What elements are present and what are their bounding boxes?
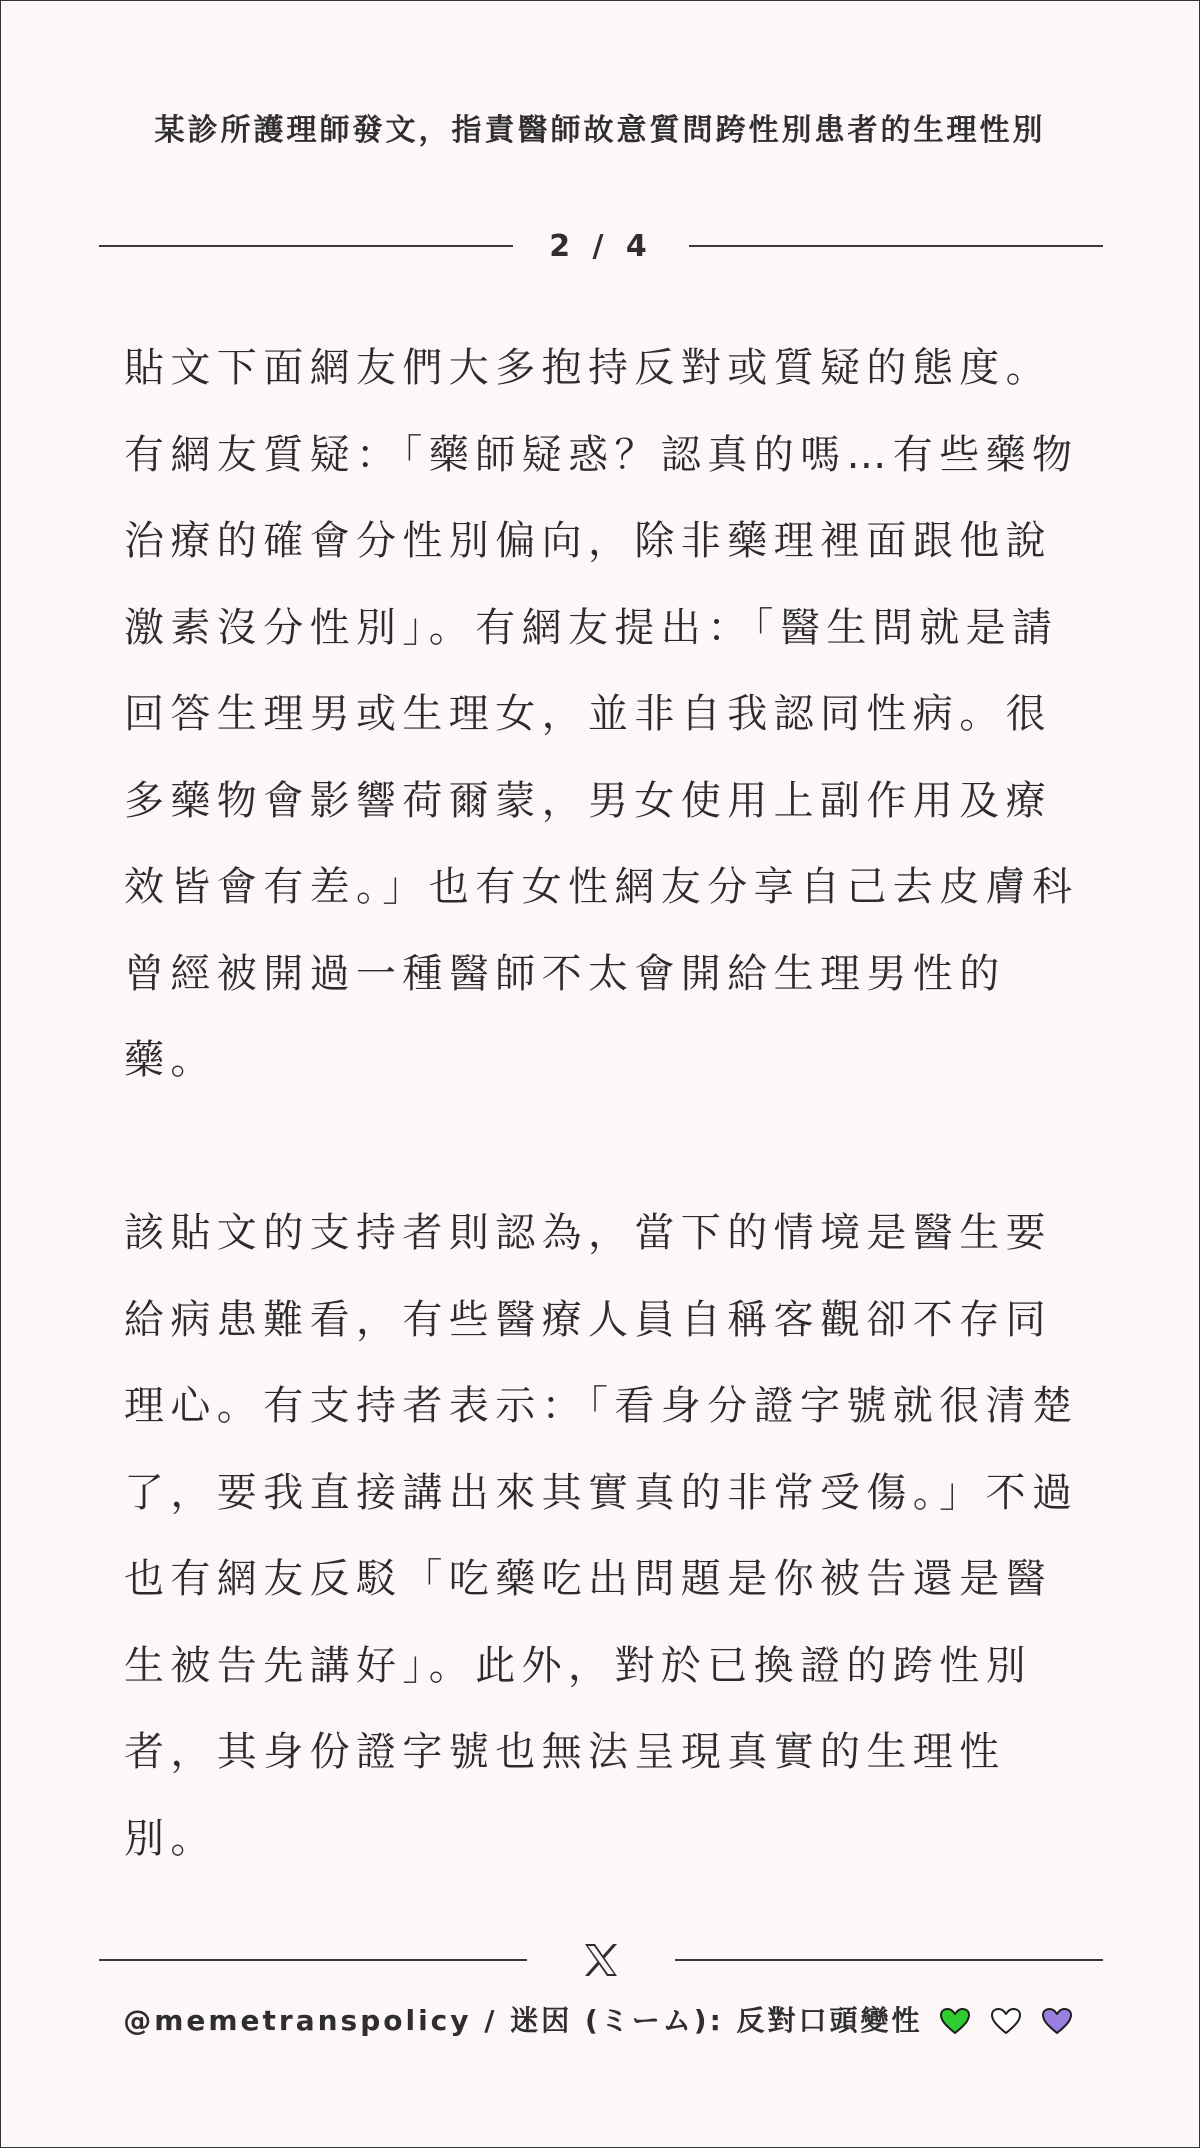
paragraph-opposition: 貼文下面網友們大多抱持反對或質疑的態度。有網友質疑：「藥師疑惑？認真的嗎…有些藥物治療的確會分性別偏向，除非藥理裡面跟他說激素沒分性別」。有網友提出：「醫生問就是請回答生理男或生理女，並非自我認同性病。很多藥物會影響荷爾蒙，男女使用上副作用及療效皆會有差。」也有女性網友分享自己去皮膚科曾經被開過一種醫師不太會開給生理男性的藥。: [124, 345, 1079, 1083]
footer-credit: [61, 1999, 1141, 2042]
divider-right: [689, 245, 1103, 247]
green-heart-icon: [939, 2007, 971, 2035]
hearts: [939, 2007, 1079, 2042]
divider-left: [99, 1959, 527, 1961]
purple-heart-icon: [1041, 2007, 1073, 2035]
page-title: 某診所護理師發文，指責醫師故意質問跨性別患者的生理性別: [154, 113, 1046, 148]
divider-right: [675, 1959, 1103, 1961]
page-counter: 2 / 4: [549, 228, 653, 264]
footer-divider-row: [99, 1938, 1103, 1982]
credit-text: @memetranspolicy / 迷因 (ミーム): 反對口頭變性: [123, 2004, 923, 2037]
divider-left: [99, 245, 513, 247]
x-logo-icon: [561, 1944, 641, 1976]
white-heart-icon: [990, 2007, 1022, 2035]
paragraph-supporters: 該貼文的支持者則認為，當下的情境是醫生要給病患難看，有些醫療人員自稱客觀卻不存同理心。有支持者表示：「看身分證字號就很清楚了，要我直接講出來其實真的非常受傷。」不過也有網友反駁「吃藥吃出問題是你被告還是醫生被告先講好」。此外，對於已換證的跨性別者，其身份證字號也無法呈現真實的生理性別。: [124, 1210, 1079, 1862]
article-body: [124, 325, 1084, 1882]
page-counter-row: [99, 226, 1103, 266]
